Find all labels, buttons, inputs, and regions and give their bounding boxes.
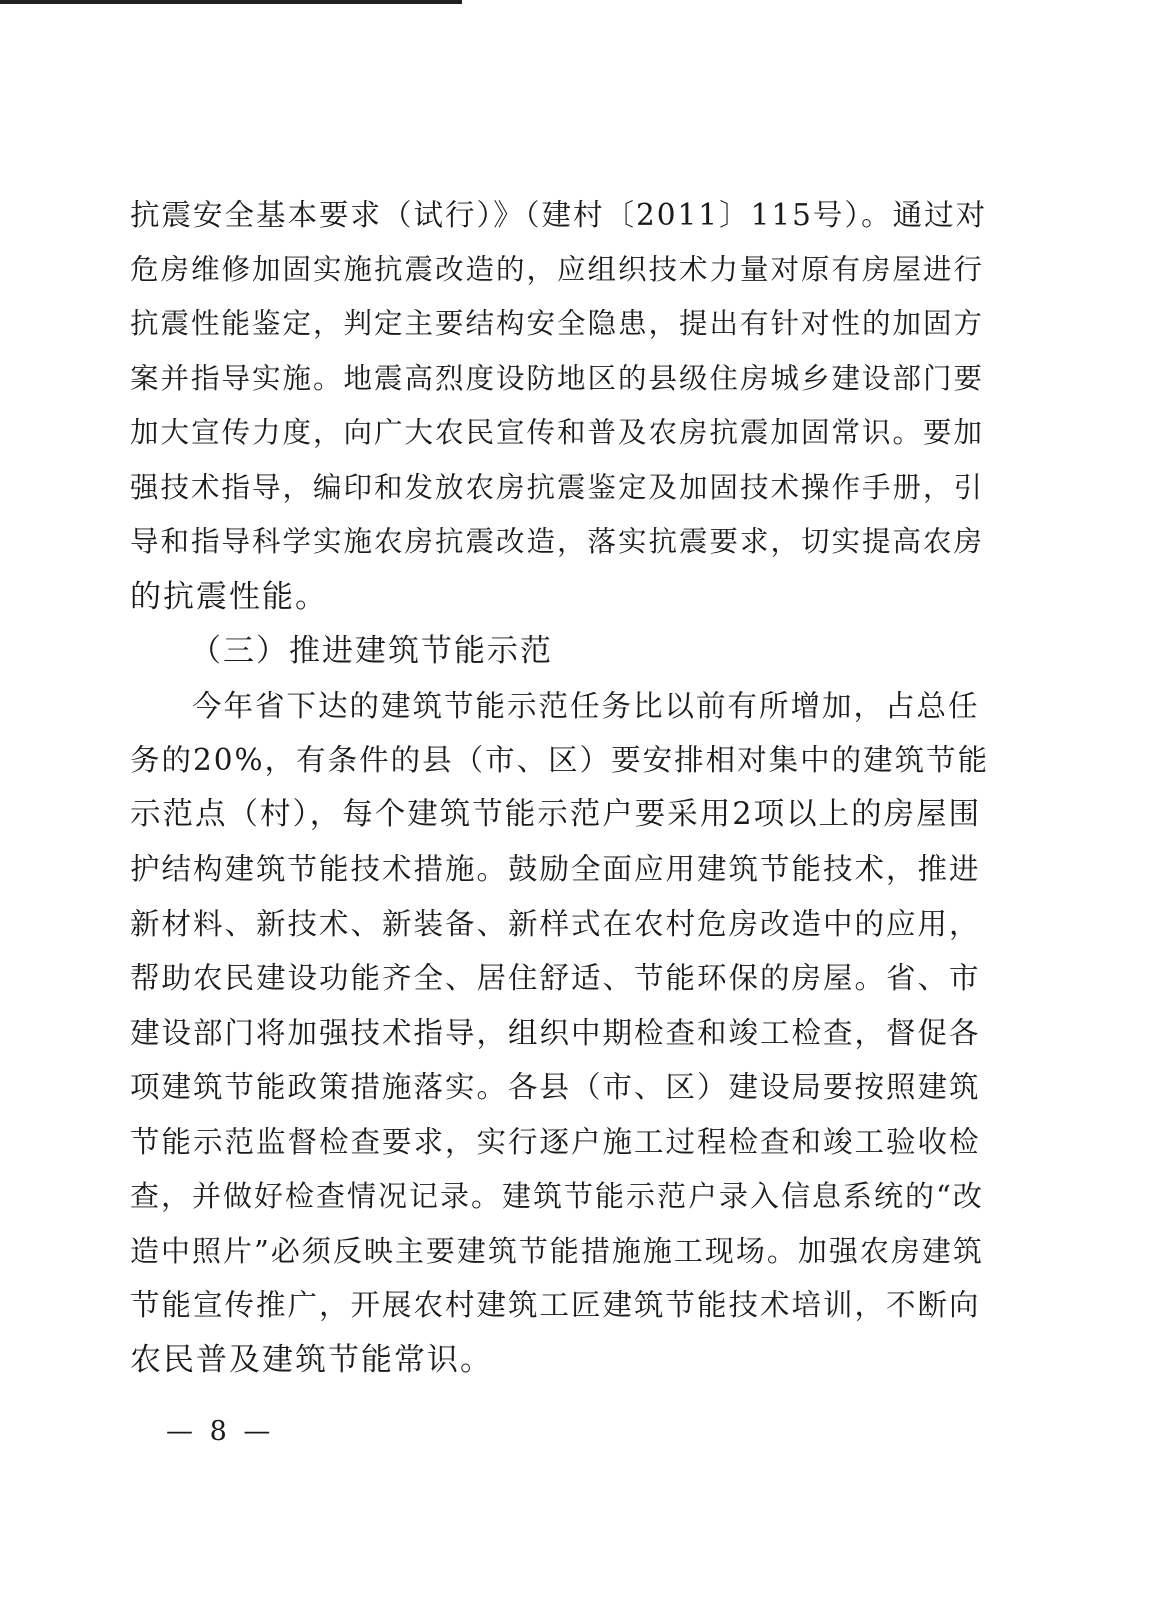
paragraph-line: 农民普及建筑节能常识。	[130, 1342, 493, 1378]
paragraph-line: 的抗震性能。	[130, 579, 328, 615]
paragraph-line: 查，并做好检查情况记录。建筑节能示范户录入信息系统的“改	[130, 1179, 984, 1213]
paragraph-line: 务的20%，有条件的县（市、区）要安排相对集中的建筑节能	[130, 743, 990, 777]
top-border-line	[0, 0, 462, 4]
paragraph-line: 案并指导实施。地震高烈度设防地区的县级住房城乡建设部门要	[130, 362, 985, 395]
paragraph-line: 建设部门将加强技术指导，组织中期检查和竣工检查，督促各	[130, 1016, 981, 1050]
paragraph-line: 加大宣传力度，向广大农民宣传和普及农房抗震加固常识。要加	[130, 416, 985, 449]
section-heading: （三）推进建筑节能示范	[190, 633, 553, 669]
paragraph-line: 造中照片”必须反映主要建筑节能措施施工现场。加强农房建筑	[130, 1234, 984, 1268]
paragraph-line: 今年省下达的建筑节能示范任务比以前有所增加，占总任	[192, 689, 980, 723]
paragraph-line: 抗震性能鉴定，判定主要结构安全隐患，提出有针对性的加固方	[130, 307, 985, 340]
page-number: — 8 —	[166, 1416, 275, 1447]
paragraph-line: 强技术指导，编印和发放农房抗震鉴定及加固技术操作手册，引	[130, 471, 985, 504]
paragraph-line: 危房维修加固实施抗震改造的，应组织技术力量对原有房屋进行	[130, 253, 985, 286]
paragraph-line: 节能示范监督检查要求，实行逐户施工过程检查和竣工验收检	[130, 1125, 981, 1159]
paragraph-line: 抗震安全基本要求（试行）》（建村〔2011〕115号）。通过对	[130, 198, 988, 232]
paragraph-line: 导和指导科学实施农房抗震改造，落实抗震要求，切实提高农房	[130, 525, 985, 558]
paragraph-line: 帮助农民建设功能齐全、居住舒适、节能环保的房屋。省、市	[130, 961, 981, 995]
paragraph-line: 节能宣传推广，开展农村建筑工匠建筑节能技术培训，不断向	[130, 1288, 981, 1322]
paragraph-line: 新材料、新技术、新装备、新样式在农村危房改造中的应用，	[130, 907, 981, 941]
paragraph-line: 示范点（村），每个建筑节能示范户要采用2项以上的房屋围	[130, 797, 982, 832]
paragraph-line: 护结构建筑节能技术措施。鼓励全面应用建筑节能技术，推进	[130, 852, 981, 886]
paragraph-line: 项建筑节能政策措施落实。各县（市、区）建设局要按照建筑	[130, 1070, 981, 1104]
